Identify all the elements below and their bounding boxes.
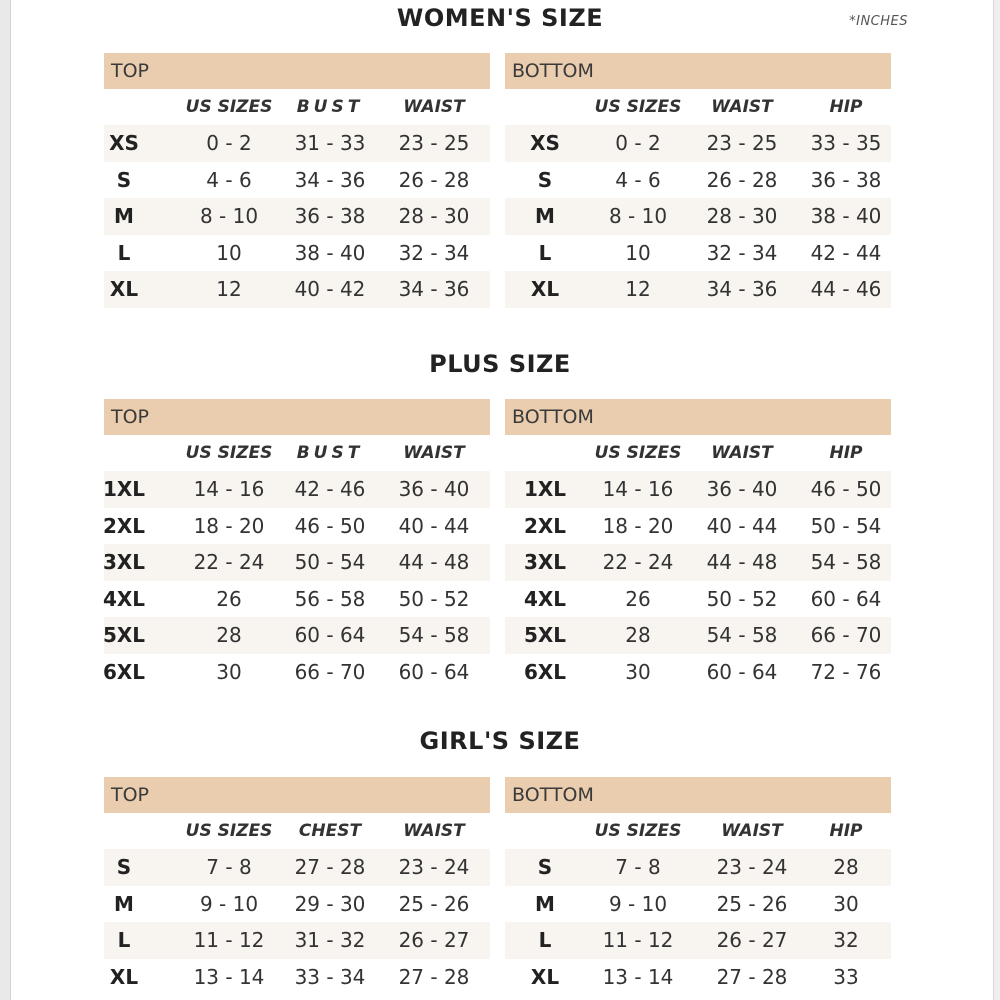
measurement-cell: 36 - 38 [810, 167, 882, 192]
measurement-cell: 46 - 50 [294, 513, 366, 538]
column-header: WAIST [403, 821, 465, 841]
size-label: M [535, 204, 555, 228]
size-label: 1XL [102, 477, 146, 501]
measurement-cell: 10 [625, 240, 651, 265]
column-header: US SIZES [185, 443, 273, 463]
table-row [104, 198, 490, 235]
measurement-cell: 36 - 38 [294, 204, 366, 228]
size-label: 3XL [102, 550, 146, 574]
table-row [104, 581, 490, 618]
column-header: HIP [829, 443, 863, 463]
measurement-cell: 42 - 46 [294, 477, 366, 501]
size-label: 4XL [523, 586, 567, 611]
measurement-cell: 34 - 36 [398, 277, 470, 301]
table-row [505, 654, 891, 691]
measurement-cell: 26 - 28 [398, 167, 470, 192]
measurement-cell: 26 [625, 586, 651, 611]
size-label: M [535, 891, 555, 916]
measurement-cell: 13 - 14 [193, 964, 265, 989]
measurement-cell: 30 [833, 891, 859, 916]
measurement-cell: 54 - 58 [398, 623, 470, 647]
size-label: S [116, 855, 132, 879]
right-frame-edge [993, 0, 1000, 1000]
size-label: XL [530, 964, 560, 989]
measurement-cell: 25 - 26 [716, 891, 788, 916]
column-header: US SIZES [185, 97, 273, 117]
measurement-cell: 40 - 44 [398, 513, 470, 538]
measurement-cell: 40 - 42 [294, 277, 366, 301]
measurement-cell: 13 - 14 [602, 964, 674, 989]
measurement-cell: 30 [216, 659, 242, 684]
measurement-cell: 26 [216, 586, 242, 611]
size-label: S [537, 855, 553, 879]
size-label: L [538, 928, 552, 952]
measurement-cell: 32 - 34 [398, 240, 470, 265]
girls-top-table [104, 777, 490, 995]
table-row [104, 508, 490, 545]
size-label: L [117, 928, 131, 952]
table-row [104, 886, 490, 923]
table-row [104, 162, 490, 199]
column-header: CHEST [298, 821, 362, 841]
measurement-cell: 27 - 28 [398, 964, 470, 989]
size-label: 2XL [523, 513, 567, 538]
column-header: WAIST [711, 443, 773, 463]
size-label: M [114, 204, 134, 228]
measurement-cell: 26 - 28 [706, 167, 778, 192]
measurement-cell: 11 - 12 [602, 928, 674, 952]
column-header: WAIST [403, 443, 465, 463]
table-row [104, 235, 490, 272]
girls-top-header-band: TOP [104, 777, 490, 813]
table-row [104, 959, 490, 996]
measurement-cell: 28 [216, 623, 242, 647]
measurement-cell: 72 - 76 [810, 659, 882, 684]
column-header: US SIZES [185, 821, 273, 841]
column-header: HIP [829, 821, 863, 841]
measurement-cell: 44 - 48 [706, 550, 778, 574]
measurement-cell: 7 - 8 [206, 855, 252, 879]
measurement-cell: 38 - 40 [810, 204, 882, 228]
column-header: BUST [296, 97, 364, 117]
size-label: S [116, 167, 132, 192]
size-label: 6XL [102, 659, 146, 684]
measurement-cell: 31 - 32 [294, 928, 366, 952]
table-row [505, 922, 891, 959]
table-row [104, 125, 490, 162]
table-row [104, 922, 490, 959]
size-label: XL [109, 277, 139, 301]
table-row [505, 162, 891, 199]
measurement-cell: 31 - 33 [294, 131, 366, 155]
measurement-cell: 18 - 20 [193, 513, 265, 538]
measurement-cell: 23 - 24 [716, 855, 788, 879]
column-header: US SIZES [594, 821, 682, 841]
measurement-cell: 14 - 16 [602, 477, 674, 501]
measurement-cell: 34 - 36 [294, 167, 366, 192]
size-label: XL [530, 277, 560, 301]
measurement-cell: 27 - 28 [716, 964, 788, 989]
womens-bottom-header-band: BOTTOM [505, 53, 891, 89]
plus-bottom-column-headers [505, 435, 891, 471]
measurement-cell: 28 - 30 [398, 204, 470, 228]
plus-bottom-header-band: BOTTOM [505, 399, 891, 435]
measurement-cell: 8 - 10 [199, 204, 259, 228]
womens-bottom-table [505, 53, 891, 308]
table-row [104, 617, 490, 654]
size-label: S [537, 167, 553, 192]
womens-size-title: WOMEN'S SIZE [396, 4, 604, 32]
measurement-cell: 40 - 44 [706, 513, 778, 538]
measurement-cell: 12 [625, 277, 651, 301]
size-label: 2XL [102, 513, 146, 538]
measurement-cell: 36 - 40 [706, 477, 778, 501]
measurement-cell: 23 - 25 [398, 131, 470, 155]
column-header: WAIST [403, 97, 465, 117]
table-row [104, 271, 490, 308]
measurement-cell: 50 - 54 [810, 513, 882, 538]
size-label: 5XL [523, 623, 567, 647]
table-row [104, 544, 490, 581]
measurement-cell: 11 - 12 [193, 928, 265, 952]
measurement-cell: 28 [625, 623, 651, 647]
measurement-cell: 26 - 27 [716, 928, 788, 952]
table-row [505, 849, 891, 886]
table-row [505, 508, 891, 545]
womens-top-header-band: TOP [104, 53, 490, 89]
table-row [505, 198, 891, 235]
table-row [505, 617, 891, 654]
measurement-cell: 10 [216, 240, 242, 265]
womens-bottom-column-headers [505, 89, 891, 125]
plus-top-column-headers [104, 435, 490, 471]
measurement-cell: 50 - 52 [706, 586, 778, 611]
measurement-cell: 60 - 64 [706, 659, 778, 684]
measurement-cell: 4 - 6 [615, 167, 661, 192]
measurement-cell: 46 - 50 [810, 477, 882, 501]
measurement-cell: 26 - 27 [398, 928, 470, 952]
measurement-cell: 32 [833, 928, 859, 952]
table-row [505, 959, 891, 996]
plus-top-header-band: TOP [104, 399, 490, 435]
measurement-cell: 44 - 48 [398, 550, 470, 574]
size-label: 4XL [102, 586, 146, 611]
measurement-cell: 66 - 70 [294, 659, 366, 684]
measurement-cell: 8 - 10 [608, 204, 668, 228]
measurement-cell: 22 - 24 [193, 550, 265, 574]
table-row [104, 849, 490, 886]
table-row [505, 581, 891, 618]
measurement-cell: 38 - 40 [294, 240, 366, 265]
measurement-cell: 54 - 58 [706, 623, 778, 647]
measurement-cell: 27 - 28 [294, 855, 366, 879]
table-row [505, 125, 891, 162]
plus-size-title: PLUS SIZE [429, 350, 571, 378]
column-header: US SIZES [594, 97, 682, 117]
column-header: WAIST [721, 821, 783, 841]
measurement-cell: 36 - 40 [398, 477, 470, 501]
womens-top-column-headers [104, 89, 490, 125]
size-label: L [117, 240, 131, 265]
measurement-cell: 33 - 34 [294, 964, 366, 989]
girls-bottom-table [505, 777, 891, 995]
size-label: 6XL [523, 659, 567, 684]
left-frame-edge [0, 0, 11, 1000]
size-label: M [114, 891, 134, 916]
measurement-cell: 60 - 64 [398, 659, 470, 684]
units-note: *INCHES [849, 14, 908, 29]
girls-bottom-header-band: BOTTOM [505, 777, 891, 813]
womens-top-table [104, 53, 490, 308]
measurement-cell: 56 - 58 [294, 586, 366, 611]
column-header: WAIST [711, 97, 773, 117]
measurement-cell: 28 [833, 855, 859, 879]
measurement-cell: 9 - 10 [608, 891, 668, 916]
measurement-cell: 66 - 70 [810, 623, 882, 647]
measurement-cell: 0 - 2 [206, 131, 252, 155]
measurement-cell: 7 - 8 [615, 855, 661, 879]
column-header: BUST [296, 443, 364, 463]
size-label: 3XL [523, 550, 567, 574]
size-label: XS [109, 131, 139, 155]
measurement-cell: 33 - 35 [810, 131, 882, 155]
measurement-cell: 54 - 58 [810, 550, 882, 574]
table-row [104, 654, 490, 691]
measurement-cell: 33 [833, 964, 859, 989]
size-label: L [538, 240, 552, 265]
measurement-cell: 9 - 10 [199, 891, 259, 916]
measurement-cell: 23 - 24 [398, 855, 470, 879]
measurement-cell: 34 - 36 [706, 277, 778, 301]
size-label: XS [530, 131, 560, 155]
measurement-cell: 0 - 2 [615, 131, 661, 155]
girls-top-column-headers [104, 813, 490, 849]
measurement-cell: 60 - 64 [810, 586, 882, 611]
measurement-cell: 22 - 24 [602, 550, 674, 574]
measurement-cell: 14 - 16 [193, 477, 265, 501]
measurement-cell: 50 - 54 [294, 550, 366, 574]
table-row [505, 471, 891, 508]
size-label: 5XL [102, 623, 146, 647]
table-row [505, 544, 891, 581]
column-header: US SIZES [594, 443, 682, 463]
plus-top-table [104, 399, 490, 690]
measurement-cell: 4 - 6 [206, 167, 252, 192]
column-header: HIP [829, 97, 863, 117]
table-row [505, 886, 891, 923]
measurement-cell: 23 - 25 [706, 131, 778, 155]
measurement-cell: 25 - 26 [398, 891, 470, 916]
measurement-cell: 12 [216, 277, 242, 301]
measurement-cell: 28 - 30 [706, 204, 778, 228]
measurement-cell: 29 - 30 [294, 891, 366, 916]
measurement-cell: 32 - 34 [706, 240, 778, 265]
table-row [505, 235, 891, 272]
measurement-cell: 42 - 44 [810, 240, 882, 265]
table-row [505, 271, 891, 308]
girls-bottom-column-headers [505, 813, 891, 849]
size-label: XL [109, 964, 139, 989]
size-label: 1XL [523, 477, 567, 501]
girls-size-title: GIRL'S SIZE [419, 727, 581, 755]
measurement-cell: 44 - 46 [810, 277, 882, 301]
measurement-cell: 50 - 52 [398, 586, 470, 611]
table-row [104, 471, 490, 508]
plus-bottom-table [505, 399, 891, 690]
measurement-cell: 60 - 64 [294, 623, 366, 647]
measurement-cell: 30 [625, 659, 651, 684]
measurement-cell: 18 - 20 [602, 513, 674, 538]
